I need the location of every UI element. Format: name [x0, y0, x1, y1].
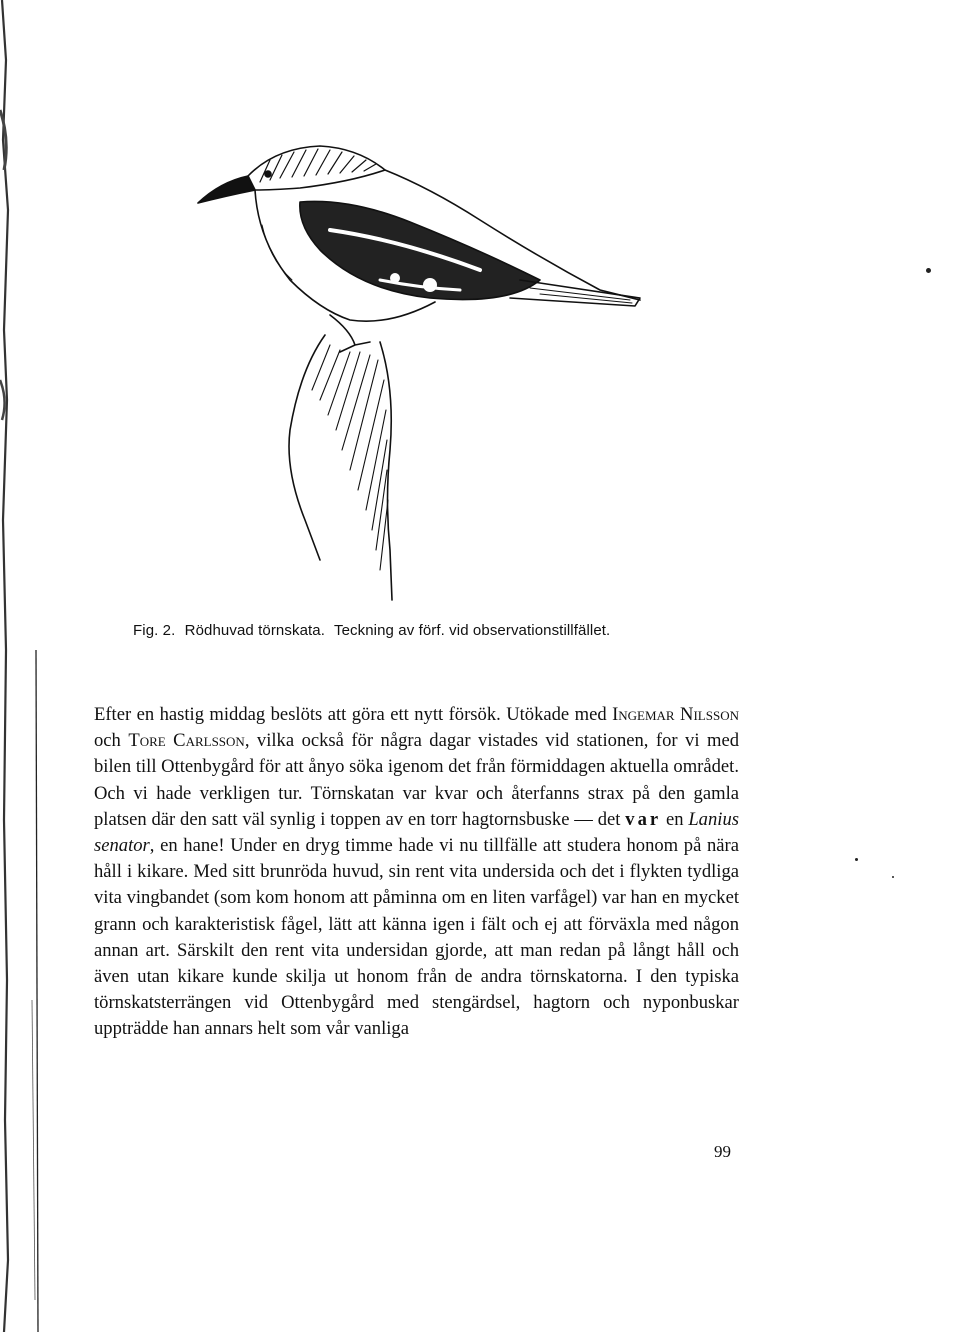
- ink-speck: [926, 268, 931, 273]
- scan-edge-shadow: [0, 0, 40, 1332]
- ink-speck: [892, 876, 894, 878]
- figure-label: Fig. 2.: [133, 622, 176, 639]
- figure-title: Rödhuvad törnskata.: [184, 622, 325, 639]
- body-text-5: , en hane! Under en dryg timme hade vi nu tillfälle att studera honom på nära håll i kikare. Med sitt brunröda huvud, sin rent vita undersida och det i flykten tydliga vita vingbandet (som kom honom att påminna om en liten varfågel) var han en mycket grann och karakteristisk fågel, lätt att känna igen i fält och ej att förväxla med någon annan art. Särskilt den rent vita undersidan gjorde, att man redan på långt håll och även utan kikare kunde skilja ut honom från de andra törnskatorna. I den typiska törnskatsterrängen vid Ottenbygård med stengärdsel, hagtorn och nyponbuskar uppträdde han annars helt som vår vanliga: [94, 835, 739, 1040]
- body-text-4: en: [665, 808, 684, 830]
- species-name: Lanius senator: [94, 808, 739, 857]
- body-text-2: och: [94, 730, 121, 752]
- emphasis-var: var: [625, 808, 662, 830]
- bird-drawing-icon: [180, 130, 680, 610]
- body-text-3: , vilka också för några dagar vistades vid stationen, for vi med bilen till Ottenbygård för att ånyo söka igenom det från förmiddagen aktuella området. Och vi hade verkligen tur. Törnskatan var kvar och återfanns strax på den gamla platsen där den satt väl synlig i toppen av en torr hagtornsbuske — det: [94, 730, 739, 830]
- figure-caption: [133, 622, 833, 639]
- page-number: 99: [714, 1142, 731, 1161]
- body-paragraph: [94, 702, 739, 1043]
- ink-speck: [855, 858, 858, 861]
- figure-credit: Teckning av förf. vid observationstillfället.: [334, 622, 611, 639]
- body-text-1: Efter en hastig middag beslöts att göra ett nytt försök. Utökade med: [94, 704, 607, 725]
- person-name: Tore Carlsson: [128, 730, 245, 752]
- person-name: Ingemar Nilsson: [612, 704, 739, 725]
